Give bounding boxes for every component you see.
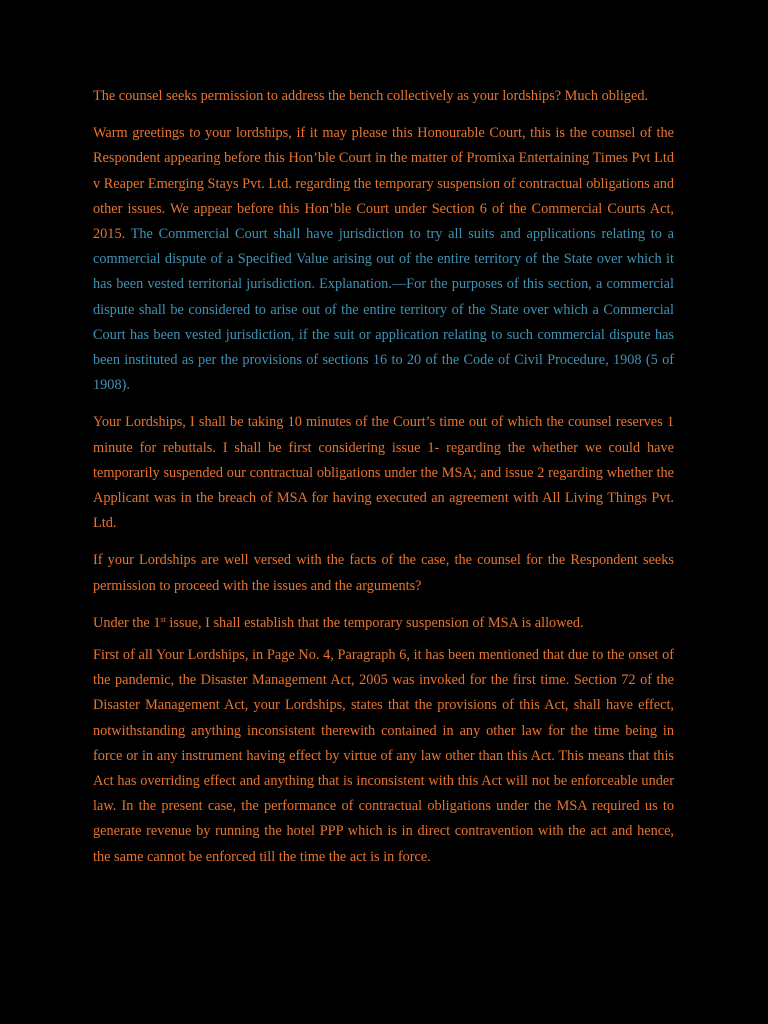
first-issue-prefix: Under the 1 bbox=[93, 614, 161, 631]
greetings-text: Warm greetings to your lordships, if it may please this Honourable Court, this is the counsel of the Respondent appearing before this Hon’ble Court in the matter of Promixa Entertaining Times Pvt Ltd v Reaper Emerging Stays Pvt. Ltd. regarding the temporary suspension of contractual obligations and other issues. We appear before this Hon’ble Court under Section 6 of the Commercial Courts Act, 2015. bbox=[93, 125, 674, 243]
paragraph-issues-overview: Your Lordships, I shall be taking 10 minutes of the Court’s time out of which the counsel reserves 1 minute for rebuttals. I shall be first considering issue 1- regarding the whether we could have temporarily suspended our contractual obligations under the MSA; and issue 2 regarding whether the Applicant was in the breach of MSA for having executed an agreement with All Living Things Pvt. Ltd. bbox=[93, 414, 674, 532]
paragraph-permission: If your Lordships are well versed with the facts of the case, the counsel for the Respondent seeks permission to proceed with the issues and the arguments? bbox=[93, 552, 674, 594]
paragraph-greetings bbox=[93, 121, 674, 398]
document-body bbox=[93, 84, 674, 882]
ordinal-superscript: st bbox=[160, 614, 166, 624]
first-issue-text: issue, I shall establish that the temporary suspension of MSA is allowed. bbox=[165, 614, 584, 631]
paragraph-argument: First of all Your Lordships, in Page No. 4, Paragraph 6, it has been mentioned that due to the onset of the pandemic, the Disaster Management Act, 2005 was invoked for the first time. Section 72 of the Disaster Management Act, your Lordships, states that the provisions of this Act, shall have effect, notwithstanding anything inconsistent therewith contained in any other law for the time being in force or in any instrument having effect by virtue of any law other than this Act. This means that this Act has overriding effect and anything that is inconsistent with this Act will not be enforceable under law. In the present case, the performance of contractual obligations under the MSA required us to generate revenue by running the hotel PPP which is in direct contravention with the act and hence, the same cannot be enforced till the time the act is in force. bbox=[93, 647, 674, 865]
paragraph-opening: The counsel seeks permission to address the bench collectively as your lordships? Much obliged. bbox=[93, 88, 649, 104]
paragraph-first-issue bbox=[93, 611, 674, 636]
statute-quote: The Commercial Court shall have jurisdiction to try all suits and applications relating to a commercial dispute of a Specified Value arising out of the entire territory of the State over which it has been vested territorial jurisdiction. Explanation.—For the purposes of this section, a commercial dispute shall be considered to arise out of the entire territory of the State over which a Commercial Court has been vested jurisdiction, if the suit or application relating to such commercial dispute has been instituted as per the provisions of sections 16 to 20 of the Code of Civil Procedure, 1908 (5 of 1908). bbox=[93, 226, 674, 394]
